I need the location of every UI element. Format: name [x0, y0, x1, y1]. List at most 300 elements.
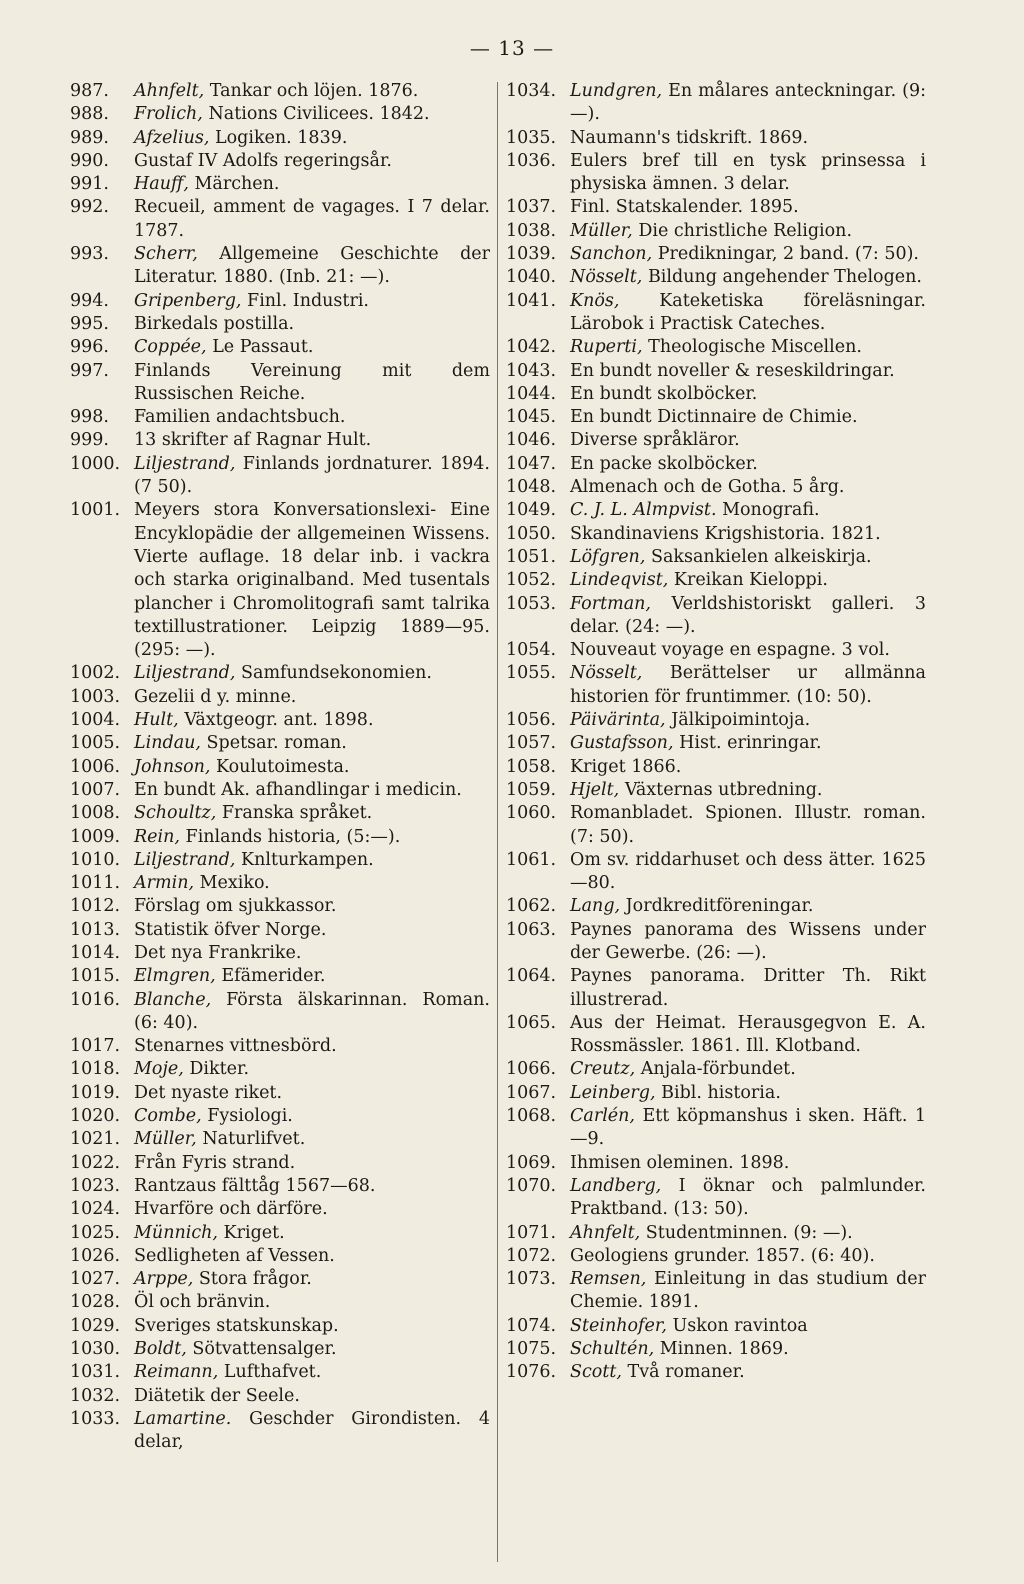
entry-text [134, 336, 490, 359]
entry-text [570, 196, 926, 219]
entry-number: 1031. [70, 1362, 121, 1383]
catalog-entry [70, 499, 490, 662]
entry-author: Leinberg, [570, 1082, 656, 1103]
entry-author: Hult, [134, 710, 179, 731]
entry-author: Boldt, [134, 1339, 187, 1360]
entry-text [134, 826, 490, 849]
entry-title: Die christliche Religion. [638, 220, 853, 241]
entry-number: 996. [70, 337, 109, 358]
entry-number: 988. [70, 104, 109, 125]
entry-number: 1069. [506, 1152, 557, 1173]
entry-title: Allgemeine Geschichte der Literatur. 1880. (Inb. 21: —). [134, 244, 490, 288]
entry-title: Sedligheten af Vessen. [134, 1245, 335, 1266]
entry-author: Liljestrand, [134, 849, 236, 870]
entry-title: Anjala-förbundet. [640, 1059, 796, 1080]
entry-text [570, 1315, 926, 1338]
entry-text [570, 1082, 926, 1105]
entry-title: Recueil, amment de vagages. I 7 delar. 1787. [134, 197, 490, 241]
entry-text [134, 127, 490, 150]
catalog-entry [70, 1361, 490, 1384]
entry-title: Rantzaus fälttåg 1567—68. [134, 1175, 376, 1196]
entry-number: 1041. [506, 290, 557, 311]
catalog-entry [506, 290, 926, 337]
entry-title: Le Passaut. [212, 337, 314, 358]
catalog-entry [70, 1268, 490, 1291]
catalog-entry [70, 127, 490, 150]
entry-title: En målares anteckningar. (9: —). [570, 81, 926, 125]
entry-number: 1003. [70, 686, 121, 707]
catalog-entry [506, 1082, 926, 1105]
entry-number: 1046. [506, 430, 557, 451]
entry-author: Gustafsson, [570, 733, 674, 754]
catalog-entry [506, 802, 926, 849]
entry-number: 993. [70, 244, 109, 265]
entry-number: 1029. [70, 1315, 121, 1336]
entry-text [570, 1222, 926, 1245]
entry-author: Knös, [570, 290, 620, 311]
catalog-entry [70, 196, 490, 243]
entry-title: Aus der Heimat. Herausgegvon E. A. Rossmässler. 1861. Ill. Klotband. [570, 1012, 926, 1057]
entry-author: Nösselt, [570, 267, 643, 288]
catalog-entry [506, 779, 926, 802]
entry-number: 1032. [70, 1385, 121, 1406]
catalog-entry [506, 1361, 926, 1384]
catalog-entry [70, 662, 490, 685]
entry-title: Samfundsekonomien. [241, 663, 432, 684]
entry-title: Logiken. 1839. [214, 127, 348, 148]
entry-title: Kriget 1866. [570, 756, 682, 777]
entry-title: Sötvattensalger. [192, 1339, 337, 1360]
entry-author: Ruperti, [570, 337, 643, 358]
entry-title: En bundt Dictinnaire de Chimie. [570, 407, 858, 428]
entry-title: Finlands jordnaturer. 1894. (7 50). [134, 453, 490, 498]
entry-text [134, 919, 490, 942]
entry-title: Koulutoimesta. [216, 756, 350, 777]
entry-title: Kateketiska föreläsningar. Lärobok i Practisk Cateches. [570, 290, 926, 334]
entry-number: 1053. [506, 593, 557, 614]
entry-title: Från Fyris strand. [134, 1152, 296, 1173]
entry-author: Münnich, [134, 1222, 218, 1243]
catalog-entry [70, 243, 490, 290]
entry-author: Scherr, [134, 244, 198, 265]
entry-author: Lundgren, [570, 81, 663, 101]
catalog-entry [70, 1128, 490, 1151]
entry-title: Theologische Miscellen. [648, 337, 862, 358]
entry-title: Växternas utbredning. [624, 779, 823, 800]
entry-text [134, 1361, 490, 1384]
entry-number: 1034. [506, 81, 557, 101]
entry-number: 1043. [506, 360, 557, 381]
entry-number: 1036. [506, 150, 557, 171]
catalog-entry [506, 243, 926, 266]
entry-number: 1075. [506, 1339, 557, 1360]
catalog-entry [506, 150, 926, 197]
entry-author: Scott, [570, 1362, 622, 1383]
entry-text [570, 476, 926, 499]
entry-title: En bundt Ak. afhandlingar i medicin. [134, 779, 462, 800]
entry-text [570, 756, 926, 779]
entry-title: Fysiologi. [207, 1106, 293, 1127]
entry-number: 1005. [70, 733, 121, 754]
entry-author: Liljestrand, [134, 453, 236, 474]
entry-text [134, 1291, 490, 1314]
catalog-entry [70, 686, 490, 709]
entry-title: Kreikan Kieloppi. [673, 570, 828, 591]
entry-number: 1074. [506, 1315, 557, 1336]
entry-text [570, 1152, 926, 1175]
entry-title: Stenarnes vittnesbörd. [134, 1036, 337, 1057]
entry-author: Ahnfelt, [570, 1222, 641, 1243]
entry-title: Bildung angehender Thelogen. [647, 267, 922, 288]
entry-text [570, 383, 926, 406]
entry-text [570, 499, 926, 522]
entry-text [570, 849, 926, 896]
catalog-entry [506, 1338, 926, 1361]
entry-number: 1057. [506, 733, 557, 754]
entry-number: 1027. [70, 1269, 121, 1290]
entry-number: 1006. [70, 756, 121, 777]
entry-text [134, 1268, 490, 1291]
entry-title: Naturlifvet. [202, 1129, 306, 1150]
entry-number: 1019. [70, 1082, 121, 1103]
entry-title: En bundt noveller & reseskildringar. [570, 360, 895, 381]
entry-text [134, 686, 490, 709]
column-divider [497, 82, 498, 1562]
entry-text [134, 1338, 490, 1361]
catalog-entry [70, 1152, 490, 1175]
entry-number: 1039. [506, 244, 557, 265]
entry-title: Geologiens grunder. 1857. (6: 40). [570, 1245, 875, 1266]
entry-title: Berättelser ur allmänna historien för fruntimmer. (10: 50). [570, 663, 926, 707]
entry-title: Paynes panorama. Dritter Th. Rikt illustrerad. [570, 966, 926, 1010]
entry-title: Om sv. riddarhuset och dess ätter. 1625—80. [570, 849, 926, 894]
entry-author: Steinhofer, [570, 1315, 667, 1336]
entry-text [570, 127, 926, 150]
entry-text [134, 173, 490, 196]
catalog-entry [506, 593, 926, 640]
catalog-entry [70, 103, 490, 126]
entry-number: 991. [70, 174, 109, 195]
catalog-entry [506, 336, 926, 359]
entry-number: 1007. [70, 779, 121, 800]
entry-text [134, 732, 490, 755]
entry-title: Två romaner. [627, 1362, 745, 1383]
entry-text [134, 499, 490, 662]
catalog-entry [70, 942, 490, 965]
entry-number: 1067. [506, 1082, 557, 1103]
entry-title: Efämerider. [221, 966, 326, 987]
entry-number: 999. [70, 430, 109, 451]
entry-title: Jälkipoimintoja. [671, 710, 811, 731]
catalog-entry [70, 313, 490, 336]
entry-text [570, 523, 926, 546]
entry-text [134, 243, 490, 290]
catalog-entry [70, 826, 490, 849]
entry-number: 1061. [506, 849, 557, 870]
entry-title: Geschder Girondisten. 4 delar, [134, 1408, 490, 1453]
entry-title: Skandinaviens Krigshistoria. 1821. [570, 523, 881, 544]
entry-text [134, 313, 490, 336]
catalog-entry [506, 732, 926, 755]
catalog-entry [70, 1105, 490, 1128]
entry-number: 1017. [70, 1036, 121, 1057]
entry-number: 1014. [70, 942, 121, 963]
entry-text [570, 965, 926, 1012]
entry-number: 1022. [70, 1152, 121, 1173]
entry-title: Naumann's tidskrift. 1869. [570, 127, 809, 148]
entry-number: 1063. [506, 919, 557, 940]
catalog-entry [70, 1385, 490, 1408]
entry-text [570, 80, 926, 127]
entry-author: Landberg, [570, 1175, 662, 1196]
entry-number: 1035. [506, 127, 557, 148]
entry-title: Studentminnen. (9: —). [645, 1222, 853, 1243]
entry-author: Carlén, [570, 1106, 635, 1127]
entry-number: 1076. [506, 1362, 557, 1383]
catalog-entry [70, 453, 490, 500]
entry-title: Nouveaut voyage en espagne. 3 vol. [570, 640, 890, 661]
entry-number: 1071. [506, 1222, 557, 1243]
entry-number: 1040. [506, 267, 557, 288]
entry-number: 1021. [70, 1129, 121, 1150]
entry-text [134, 1245, 490, 1268]
catalog-entry [70, 1222, 490, 1245]
entry-text [134, 662, 490, 685]
entry-title: Eulers bref till en tysk prinsessa i physiska ämnen. 3 delar. [570, 150, 926, 195]
entry-title: En packe skolböcker. [570, 453, 758, 474]
entry-number: 1038. [506, 220, 557, 241]
entry-number: 1051. [506, 546, 557, 567]
catalog-entry [70, 989, 490, 1036]
catalog-entry [506, 756, 926, 779]
catalog-entry [506, 266, 926, 289]
entry-text [134, 802, 490, 825]
catalog-entry [506, 360, 926, 383]
entry-number: 998. [70, 407, 109, 428]
catalog-entry [506, 1268, 926, 1315]
entry-title: Finlands historia, (5:—). [185, 826, 401, 847]
entry-text [134, 849, 490, 872]
entry-title: Hvarföre och därföre. [134, 1199, 328, 1220]
catalog-entry [70, 290, 490, 313]
entry-author: Creutz, [570, 1059, 636, 1080]
entry-number: 997. [70, 360, 109, 381]
entry-author: Remsen, [570, 1269, 647, 1290]
catalog-entry [506, 1222, 926, 1245]
entry-number: 1009. [70, 826, 121, 847]
entry-number: 1013. [70, 919, 121, 940]
entry-number: 1055. [506, 663, 557, 684]
entry-text [134, 872, 490, 895]
entry-author: Löfgren, [570, 546, 646, 567]
entry-number: 1026. [70, 1245, 121, 1266]
entry-title: 13 skrifter af Ragnar Hult. [134, 430, 372, 451]
entry-number: 1008. [70, 803, 121, 824]
entry-number: 1016. [70, 989, 121, 1010]
entry-text [134, 1408, 490, 1455]
entry-title: Stora frågor. [198, 1269, 312, 1290]
catalog-entry [70, 849, 490, 872]
entry-text [134, 453, 490, 500]
entry-text [134, 1128, 490, 1151]
entry-number: 1066. [506, 1059, 557, 1080]
entry-number: 1044. [506, 383, 557, 404]
entry-author: Gripenberg, [134, 290, 242, 311]
catalog-entry [70, 1291, 490, 1314]
catalog-entry [70, 1315, 490, 1338]
catalog-entry [506, 709, 926, 732]
catalog-entry [70, 429, 490, 452]
catalog-entry [70, 1408, 490, 1455]
entry-title: Sveriges statskunskap. [134, 1315, 339, 1336]
entry-title: Einleitung in das studium der Chemie. 1891. [570, 1269, 926, 1313]
entry-text [134, 80, 490, 103]
catalog-entry [506, 1175, 926, 1222]
catalog-entry [70, 872, 490, 895]
entry-title: Ett köpmanshus i sken. Häft. 1—9. [570, 1106, 926, 1150]
catalog-entry [506, 662, 926, 709]
entry-number: 1024. [70, 1199, 121, 1220]
entry-text [134, 150, 490, 173]
entry-number: 1028. [70, 1292, 121, 1313]
catalog-entry [506, 383, 926, 406]
entry-text [134, 1058, 490, 1081]
entry-number: 1033. [70, 1408, 121, 1429]
entry-author: Blanche, [134, 989, 212, 1010]
entry-author: Ahnfelt, [134, 81, 205, 101]
entry-text [570, 895, 926, 918]
catalog-entry [506, 499, 926, 522]
entry-number: 1011. [70, 873, 121, 894]
entry-number: 1048. [506, 477, 557, 498]
entry-text [134, 1222, 490, 1245]
entry-text [570, 639, 926, 662]
entry-author: Johnson, [134, 756, 211, 777]
entry-title: Märchen. [194, 174, 280, 195]
entry-title: Bibl. historia. [661, 1082, 781, 1103]
entry-number: 1020. [70, 1106, 121, 1127]
entry-title: Det nyaste riket. [134, 1082, 283, 1103]
entry-title: Finl. Industri. [247, 290, 369, 311]
entry-number: 1000. [70, 453, 121, 474]
entry-author: Fortman, [570, 593, 651, 614]
catalog-entry [506, 1315, 926, 1338]
entry-number: 1015. [70, 966, 121, 987]
entry-title: Paynes panorama des Wissens under der Gewerbe. (26: —). [570, 919, 926, 963]
catalog-entry [70, 919, 490, 942]
entry-title: Gustaf IV Adolfs regeringsår. [134, 150, 392, 171]
entry-author: Elmgren, [134, 966, 216, 987]
catalog-entry [506, 406, 926, 429]
catalog-entry [506, 196, 926, 219]
catalog-entry [506, 1152, 926, 1175]
entry-title: Meyers stora Konversationslexi- Eine Encyklopädie der allgemeinen Wissens. Vierte auflage. 18 delar inb. i vackra och starka originalband. Med tusentals plancher i Chromolitografi samt talrika textillustrationer. Leipzig 1889—95. (295: —). [134, 500, 490, 661]
entry-text [570, 1012, 926, 1059]
entry-number: 1037. [506, 197, 557, 218]
entry-number: 990. [70, 150, 109, 171]
entry-number: 1004. [70, 710, 121, 731]
catalog-entry [70, 965, 490, 988]
entry-title: Gezelii d y. minne. [134, 686, 297, 707]
entry-title: Diverse språkläror. [570, 430, 740, 451]
entry-author: Schultén, [570, 1339, 655, 1360]
catalog-entry [506, 569, 926, 592]
entry-text [570, 429, 926, 452]
entry-text [570, 243, 926, 266]
entry-author: Müller, [570, 220, 633, 241]
catalog-entry [70, 802, 490, 825]
catalog-entry [506, 849, 926, 896]
entry-number: 1012. [70, 896, 121, 917]
catalog-entry [506, 453, 926, 476]
entry-text [134, 709, 490, 732]
entry-title: Minnen. 1869. [659, 1339, 789, 1360]
entry-number: 992. [70, 197, 109, 218]
entry-number: 1062. [506, 896, 557, 917]
entry-author: Rein, [134, 826, 180, 847]
entry-number: 1058. [506, 756, 557, 777]
catalog-entry [70, 1058, 490, 1081]
entry-author: Reimann, [134, 1362, 219, 1383]
entry-title: Växtgeogr. ant. 1898. [184, 710, 374, 731]
catalog-entry [70, 1175, 490, 1198]
entry-author: C. J. L. Almpvist. [570, 500, 717, 521]
entry-text [134, 1175, 490, 1198]
entry-number: 1052. [506, 570, 557, 591]
entry-text [134, 290, 490, 313]
entry-title: En bundt skolböcker. [570, 383, 758, 404]
entry-text [570, 569, 926, 592]
entry-number: 987. [70, 81, 109, 101]
catalog-entry [506, 1058, 926, 1081]
entry-author: Päivärinta, [570, 710, 666, 731]
entry-number: 1068. [506, 1106, 557, 1127]
entry-number: 1045. [506, 407, 557, 428]
catalog-entry [70, 895, 490, 918]
entry-title: Tankar och löjen. 1876. [209, 81, 419, 101]
entry-text [570, 1175, 926, 1222]
entry-title: Familien andachtsbuch. [134, 407, 346, 428]
entry-text [570, 593, 926, 640]
catalog-entry [506, 1105, 926, 1152]
entry-number: 1025. [70, 1222, 121, 1243]
right-column [506, 80, 926, 1385]
entry-author: Lamartine. [134, 1408, 232, 1429]
entry-title: Det nya Frankrike. [134, 942, 302, 963]
entry-title: Nations Civilicees. 1842. [208, 104, 430, 125]
entry-text [134, 1198, 490, 1221]
entry-author: Armin, [134, 873, 195, 894]
entry-title: Förslag om sjukkassor. [134, 896, 337, 917]
entry-title: Ihmisen oleminen. 1898. [570, 1152, 790, 1173]
catalog-entry [506, 895, 926, 918]
entry-text [570, 266, 926, 289]
entry-number: 1060. [506, 803, 557, 824]
entry-title: Finlands Vereinung mit dem Russischen Reiche. [134, 360, 490, 404]
entry-number: 1056. [506, 710, 557, 731]
entry-title: Uskon ravintoa [672, 1315, 808, 1336]
entry-title: Dikter. [189, 1059, 250, 1080]
entry-title: Hist. erinringar. [679, 733, 822, 754]
entry-title: Öl och bränvin. [134, 1292, 271, 1313]
entry-number: 1070. [506, 1175, 557, 1196]
entry-number: 1030. [70, 1339, 121, 1360]
catalog-entry [506, 127, 926, 150]
entry-number: 1059. [506, 779, 557, 800]
entry-text [570, 1361, 926, 1384]
catalog-entry [70, 336, 490, 359]
entry-number: 995. [70, 313, 109, 334]
